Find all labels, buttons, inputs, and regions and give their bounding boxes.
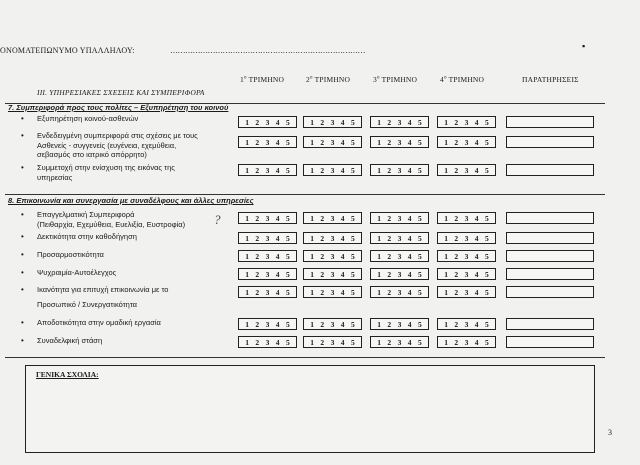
rating-option[interactable]: 1 [310,137,314,147]
item-label: Δεκτικότητα στην καθοδήγηση [37,232,137,241]
rating-box-q3[interactable] [370,336,429,348]
rating-option[interactable]: 2 [255,287,260,297]
section-title: ΙΙΙ. ΥΠΗΡΕΣΙΑΚΕΣ ΣΧΕΣΕΙΣ ΚΑΙ ΣΥΜΠΕΡΙΦΟΡΑ [37,88,205,97]
rating-option[interactable]: 2 [387,269,392,279]
rating-box-q3[interactable] [370,232,429,244]
rating-option[interactable]: 5 [350,269,355,279]
rating-option[interactable]: 4 [340,319,345,329]
section-8-title: 8. Επικοινωνία και συνεργασία με συναδέλφους και άλλες υπηρεσίες [8,196,254,205]
rating-option[interactable]: 1 [444,337,448,347]
rating-option[interactable]: 5 [484,319,489,329]
rating-box-q3[interactable] [370,116,429,128]
item-label: Συναδελφική στάση [37,336,103,345]
rating-box-q2[interactable] [303,232,362,244]
rating-option[interactable]: 1 [444,319,448,329]
rating-option[interactable]: 5 [417,337,422,347]
rating-option[interactable]: 5 [285,337,290,347]
rating-option[interactable]: 2 [255,233,260,243]
bullet-icon: • [21,232,24,241]
rating-option[interactable]: 4 [474,269,479,279]
rating-option[interactable]: 3 [397,233,402,243]
rating-option[interactable]: 2 [387,233,392,243]
rating-option[interactable]: 3 [397,337,402,347]
rating-box-q3[interactable] [370,268,429,280]
rating-option[interactable]: 5 [417,117,422,127]
rating-option[interactable]: 2 [255,137,260,147]
rating-box-q1[interactable] [238,136,297,148]
rating-option[interactable]: 4 [407,337,412,347]
rating-option[interactable]: 4 [340,213,345,223]
remarks-field[interactable] [506,232,594,244]
rating-option[interactable]: 2 [387,213,392,223]
rating-option[interactable]: 3 [330,233,335,243]
rating-option[interactable]: 3 [265,319,270,329]
rating-option[interactable]: 4 [407,165,412,175]
rating-box-q1[interactable] [238,232,297,244]
rating-option[interactable]: 4 [275,233,280,243]
rating-option[interactable]: 5 [484,269,489,279]
rating-box-q1[interactable] [238,164,297,176]
bullet-icon: • [21,318,24,327]
rating-option[interactable]: 5 [484,213,489,223]
rating-option[interactable]: 1 [377,319,381,329]
rating-option[interactable]: 2 [454,269,459,279]
rating-box-q3[interactable] [370,212,429,224]
col-header-q1: $1^o$ ΤΡΙΜΗΝΟ [240,75,285,84]
rating-option[interactable]: 1 [377,251,381,261]
rating-option[interactable]: 3 [464,319,469,329]
rating-box-q2[interactable] [303,318,362,330]
rating-option[interactable]: 3 [397,319,402,329]
rating-box-q4[interactable] [437,232,496,244]
rating-option[interactable]: 3 [265,117,270,127]
rating-box-q1[interactable] [238,318,297,330]
bullet-icon: • [21,163,24,172]
rating-option[interactable]: 1 [377,213,381,223]
rating-option[interactable]: 2 [255,213,260,223]
rating-option[interactable]: 4 [275,287,280,297]
rating-option[interactable]: 2 [255,117,260,127]
rating-option[interactable]: 2 [454,117,459,127]
rating-option[interactable]: 1 [245,269,249,279]
rating-option[interactable]: 3 [397,165,402,175]
rating-option[interactable]: 2 [255,251,260,261]
remarks-field[interactable] [506,164,594,176]
rating-option[interactable]: 1 [444,233,448,243]
rating-option[interactable]: 2 [255,337,260,347]
rating-box-q4[interactable] [437,318,496,330]
rating-option[interactable]: 5 [350,251,355,261]
section-divider [5,194,605,195]
rating-box-q4[interactable] [437,164,496,176]
rating-option[interactable]: 1 [245,165,249,175]
bullet-icon: • [21,210,24,219]
rating-option[interactable]: 5 [285,233,290,243]
section-7-title: 7. Συμπεριφορά προς τους πολίτες – Εξυπηρέτηση του κοινού [8,103,229,112]
rating-option[interactable]: 1 [245,117,249,127]
rating-option[interactable]: 3 [397,137,402,147]
rating-box-q1[interactable] [238,286,297,298]
item-label: Επαγγελματική Συμπεριφορά (Πειθαρχία, Εχεμύθεια, Ευελιξία, Ευστροφία) [37,210,186,229]
remarks-field[interactable] [506,336,594,348]
bullet-icon: • [21,114,24,123]
rating-option[interactable]: 5 [484,287,489,297]
rating-option[interactable]: 2 [387,117,392,127]
rating-option[interactable]: 4 [340,137,345,147]
rating-option[interactable]: 5 [417,233,422,243]
rating-option[interactable]: 4 [340,117,345,127]
rating-option[interactable]: 3 [330,137,335,147]
rating-option[interactable]: 3 [265,287,270,297]
rating-option[interactable]: 2 [320,319,325,329]
rating-option[interactable]: 2 [320,269,325,279]
rating-option[interactable]: 2 [320,233,325,243]
rating-option[interactable]: 1 [377,269,381,279]
rating-option[interactable]: 5 [350,337,355,347]
rating-option[interactable]: 4 [474,165,479,175]
rating-option[interactable]: 2 [387,251,392,261]
rating-option[interactable]: 5 [285,251,290,261]
item-label: Ικανότητα για επιτυχή επικοινωνία με το [37,285,169,294]
rating-box-q4[interactable] [437,286,496,298]
rating-box-q4[interactable] [437,250,496,262]
rating-option[interactable]: 2 [454,337,459,347]
section-divider [5,357,605,358]
rating-option[interactable]: 5 [417,213,422,223]
rating-option[interactable]: 4 [340,287,345,297]
rating-option[interactable]: 2 [320,287,325,297]
rating-option[interactable]: 2 [454,251,459,261]
rating-option[interactable]: 5 [484,337,489,347]
rating-option[interactable]: 4 [275,337,280,347]
rating-box-q2[interactable] [303,136,362,148]
rating-option[interactable]: 1 [310,269,314,279]
rating-option[interactable]: 4 [340,165,345,175]
rating-option[interactable]: 3 [464,165,469,175]
rating-option[interactable]: 3 [330,287,335,297]
rating-option[interactable]: 3 [330,269,335,279]
rating-box-q4[interactable] [437,136,496,148]
rating-option[interactable]: 2 [387,287,392,297]
rating-option[interactable]: 4 [340,269,345,279]
item-label: Εξυπηρέτηση κοινού-ασθενών [37,114,139,123]
rating-box-q1[interactable] [238,212,297,224]
rating-option[interactable]: 1 [377,117,381,127]
rating-option[interactable]: 3 [265,337,270,347]
rating-option[interactable]: 2 [320,137,325,147]
rating-option[interactable]: 5 [350,137,355,147]
rating-option[interactable]: 1 [377,287,381,297]
rating-option[interactable]: 1 [310,319,314,329]
rating-option[interactable]: 3 [330,251,335,261]
rating-option[interactable]: 4 [474,287,479,297]
rating-option[interactable]: 3 [464,137,469,147]
rating-option[interactable]: 4 [407,251,412,261]
rating-option[interactable]: 5 [285,269,290,279]
rating-option[interactable]: 3 [397,213,402,223]
rating-option[interactable]: 3 [330,319,335,329]
bullet-icon: • [21,250,24,259]
rating-option[interactable]: 2 [320,337,325,347]
rating-option[interactable]: 5 [350,233,355,243]
employee-name-field[interactable]: …………………………………………………………………… [170,46,365,55]
rating-option[interactable]: 5 [417,319,422,329]
rating-option[interactable]: 5 [350,213,355,223]
rating-option[interactable]: 2 [387,319,392,329]
rating-option[interactable]: 3 [464,117,469,127]
general-comments-box[interactable] [25,365,595,453]
rating-option[interactable]: 5 [484,117,489,127]
rating-option[interactable]: 1 [245,319,249,329]
rating-option[interactable]: 3 [464,269,469,279]
rating-option[interactable]: 2 [255,165,260,175]
rating-option[interactable]: 5 [417,269,422,279]
rating-option[interactable]: 4 [275,269,280,279]
rating-option[interactable]: 4 [275,165,280,175]
rating-option[interactable]: 1 [310,337,314,347]
rating-option[interactable]: 1 [245,137,249,147]
rating-option[interactable]: 5 [285,287,290,297]
rating-option[interactable]: 5 [484,233,489,243]
rating-option[interactable]: 1 [377,137,381,147]
rating-option[interactable]: 4 [474,117,479,127]
rating-option[interactable]: 4 [407,213,412,223]
rating-option[interactable]: 2 [454,213,459,223]
rating-option[interactable]: 3 [265,269,270,279]
ink-mark-icon: ▪ [582,41,586,51]
rating-option[interactable]: 4 [474,213,479,223]
rating-option[interactable]: 4 [275,213,280,223]
rating-option[interactable]: 5 [285,137,290,147]
item-label: Αποδοτικότητα στην ομαδική εργασία [37,318,161,327]
rating-box-q1[interactable] [238,116,297,128]
rating-option[interactable]: 3 [330,337,335,347]
item-label: Συμμετοχή στην ενίσχυση της εικόνας της υπηρεσίας [37,163,175,182]
rating-option[interactable]: 1 [310,233,314,243]
rating-option[interactable]: 5 [484,165,489,175]
rating-box-q2[interactable] [303,268,362,280]
rating-box-q1[interactable] [238,336,297,348]
rating-option[interactable]: 3 [397,287,402,297]
col-header-remarks: ΠΑΡΑΤΗΡΗΣΕΙΣ [522,75,579,84]
item-label: Προσαρμοστικότητα [37,250,104,259]
rating-box-q1[interactable] [238,250,297,262]
rating-option[interactable]: 2 [387,337,392,347]
rating-box-q4[interactable] [437,268,496,280]
col-header-q3: $3^o$ ΤΡΙΜΗΝΟ [373,75,418,84]
rating-option[interactable]: 4 [275,137,280,147]
rating-option[interactable]: 3 [397,251,402,261]
rating-option[interactable]: 1 [310,251,314,261]
remarks-field[interactable] [506,136,594,148]
rating-option[interactable]: 3 [265,213,270,223]
rating-option[interactable]: 1 [377,233,381,243]
rating-box-q2[interactable] [303,336,362,348]
bullet-icon: • [21,131,24,140]
rating-option[interactable]: 4 [474,233,479,243]
rating-option[interactable]: 4 [275,117,280,127]
remarks-field[interactable] [506,250,594,262]
rating-option[interactable]: 4 [474,251,479,261]
rating-option[interactable]: 5 [350,319,355,329]
rating-option[interactable]: 4 [474,137,479,147]
rating-option[interactable]: 2 [387,137,392,147]
rating-box-q4[interactable] [437,212,496,224]
rating-option[interactable]: 5 [417,165,422,175]
page-number: 3 [608,428,612,437]
rating-option[interactable]: 1 [377,337,381,347]
rating-option[interactable]: 2 [320,213,325,223]
handwritten-question-mark: ? [214,212,221,227]
rating-option[interactable]: 1 [245,287,249,297]
rating-option[interactable]: 3 [265,233,270,243]
rating-box-q2[interactable] [303,250,362,262]
remarks-field[interactable] [506,286,594,298]
rating-option[interactable]: 3 [464,213,469,223]
rating-box-q2[interactable] [303,286,362,298]
rating-option[interactable]: 1 [377,165,381,175]
col-header-q4: $4^o$ ΤΡΙΜΗΝΟ [440,75,485,84]
item-label: Προσωπικό / Συνεργατικότητα [37,300,138,309]
rating-option[interactable]: 1 [444,251,448,261]
general-comments-label: ΓΕΝΙΚΑ ΣΧΟΛΙΑ: [36,370,99,379]
rating-option[interactable]: 4 [275,251,280,261]
rating-option[interactable]: 2 [454,319,459,329]
rating-option[interactable]: 1 [310,213,314,223]
rating-option[interactable]: 5 [350,287,355,297]
rating-box-q2[interactable] [303,212,362,224]
rating-option[interactable]: 1 [310,117,314,127]
rating-option[interactable]: 4 [407,319,412,329]
rating-option[interactable]: 1 [310,165,314,175]
bullet-icon: • [21,285,24,294]
rating-option[interactable]: 5 [484,137,489,147]
rating-option[interactable]: 2 [255,319,260,329]
rating-option[interactable]: 4 [340,251,345,261]
rating-option[interactable]: 1 [245,337,249,347]
rating-option[interactable]: 3 [265,251,270,261]
remarks-field[interactable] [506,318,594,330]
rating-option[interactable]: 3 [397,117,402,127]
rating-option[interactable]: 4 [340,233,345,243]
rating-option[interactable]: 5 [417,251,422,261]
rating-option[interactable]: 1 [444,213,448,223]
rating-option[interactable]: 3 [265,165,270,175]
rating-option[interactable]: 4 [474,319,479,329]
rating-option[interactable]: 1 [310,287,314,297]
rating-option[interactable]: 5 [285,213,290,223]
rating-option[interactable]: 5 [417,137,422,147]
rating-option[interactable]: 1 [245,213,249,223]
rating-box-q4[interactable] [437,336,496,348]
rating-option[interactable]: 3 [464,233,469,243]
rating-option[interactable]: 4 [407,233,412,243]
rating-option[interactable]: 1 [444,287,448,297]
remarks-field[interactable] [506,116,594,128]
rating-option[interactable]: 4 [407,287,412,297]
rating-option[interactable]: 5 [285,319,290,329]
rating-option[interactable]: 2 [454,233,459,243]
rating-option[interactable]: 3 [330,117,335,127]
remarks-field[interactable] [506,268,594,280]
rating-option[interactable]: 2 [387,165,392,175]
rating-option[interactable]: 4 [340,337,345,347]
rating-option[interactable]: 2 [454,287,459,297]
rating-option[interactable]: 1 [245,233,249,243]
rating-box-q3[interactable] [370,164,429,176]
rating-option[interactable]: 4 [407,269,412,279]
rating-option[interactable]: 3 [397,269,402,279]
rating-option[interactable]: 3 [464,251,469,261]
rating-option[interactable]: 1 [444,137,448,147]
rating-option[interactable]: 5 [417,287,422,297]
rating-option[interactable]: 3 [330,165,335,175]
rating-option[interactable]: 1 [245,251,249,261]
item-label: Ψυχραιμία-Αυτοέλεγχος [37,268,117,277]
rating-box-q1[interactable] [238,268,297,280]
rating-option[interactable]: 3 [330,213,335,223]
rating-option[interactable]: 2 [320,165,325,175]
item-label: Ενδεδειγμένη συμπεριφορά στις σχέσεις με τους Ασθενείς - συγγενείς (ευγένεια, εχεμύθεια, σεβασμός στο ιατρικό απόρρητο) [37,131,198,159]
rating-option[interactable]: 4 [407,137,412,147]
rating-option[interactable]: 1 [444,117,448,127]
col-header-q2: $2^o$ ΤΡΙΜΗΝΟ [306,75,351,84]
rating-option[interactable]: 3 [464,337,469,347]
rating-option[interactable]: 2 [454,165,459,175]
rating-box-q3[interactable] [370,286,429,298]
bullet-icon: • [21,268,24,277]
rating-option[interactable]: 3 [464,287,469,297]
bullet-icon: • [21,336,24,345]
rating-box-q4[interactable] [437,116,496,128]
rating-box-q3[interactable] [370,136,429,148]
rating-option[interactable]: 5 [285,117,290,127]
rating-option[interactable]: 5 [350,117,355,127]
rating-box-q2[interactable] [303,116,362,128]
rating-box-q3[interactable] [370,318,429,330]
rating-option[interactable]: 4 [275,319,280,329]
rating-box-q3[interactable] [370,250,429,262]
remarks-field[interactable] [506,212,594,224]
rating-option[interactable]: 4 [407,117,412,127]
rating-option[interactable]: 5 [285,165,290,175]
rating-option[interactable]: 2 [320,117,325,127]
rating-option[interactable]: 1 [444,165,448,175]
rating-box-q2[interactable] [303,164,362,176]
rating-option[interactable]: 5 [350,165,355,175]
rating-option[interactable]: 2 [255,269,260,279]
employee-name-label: ΟΝΟΜΑΤΕΠΩΝΥΜΟ ΥΠΑΛΛΗΛΟΥ: [0,46,135,55]
rating-option[interactable]: 3 [265,137,270,147]
rating-option[interactable]: 4 [474,337,479,347]
rating-option[interactable]: 5 [484,251,489,261]
rating-option[interactable]: 2 [454,137,459,147]
rating-option[interactable]: 1 [444,269,448,279]
rating-option[interactable]: 2 [320,251,325,261]
